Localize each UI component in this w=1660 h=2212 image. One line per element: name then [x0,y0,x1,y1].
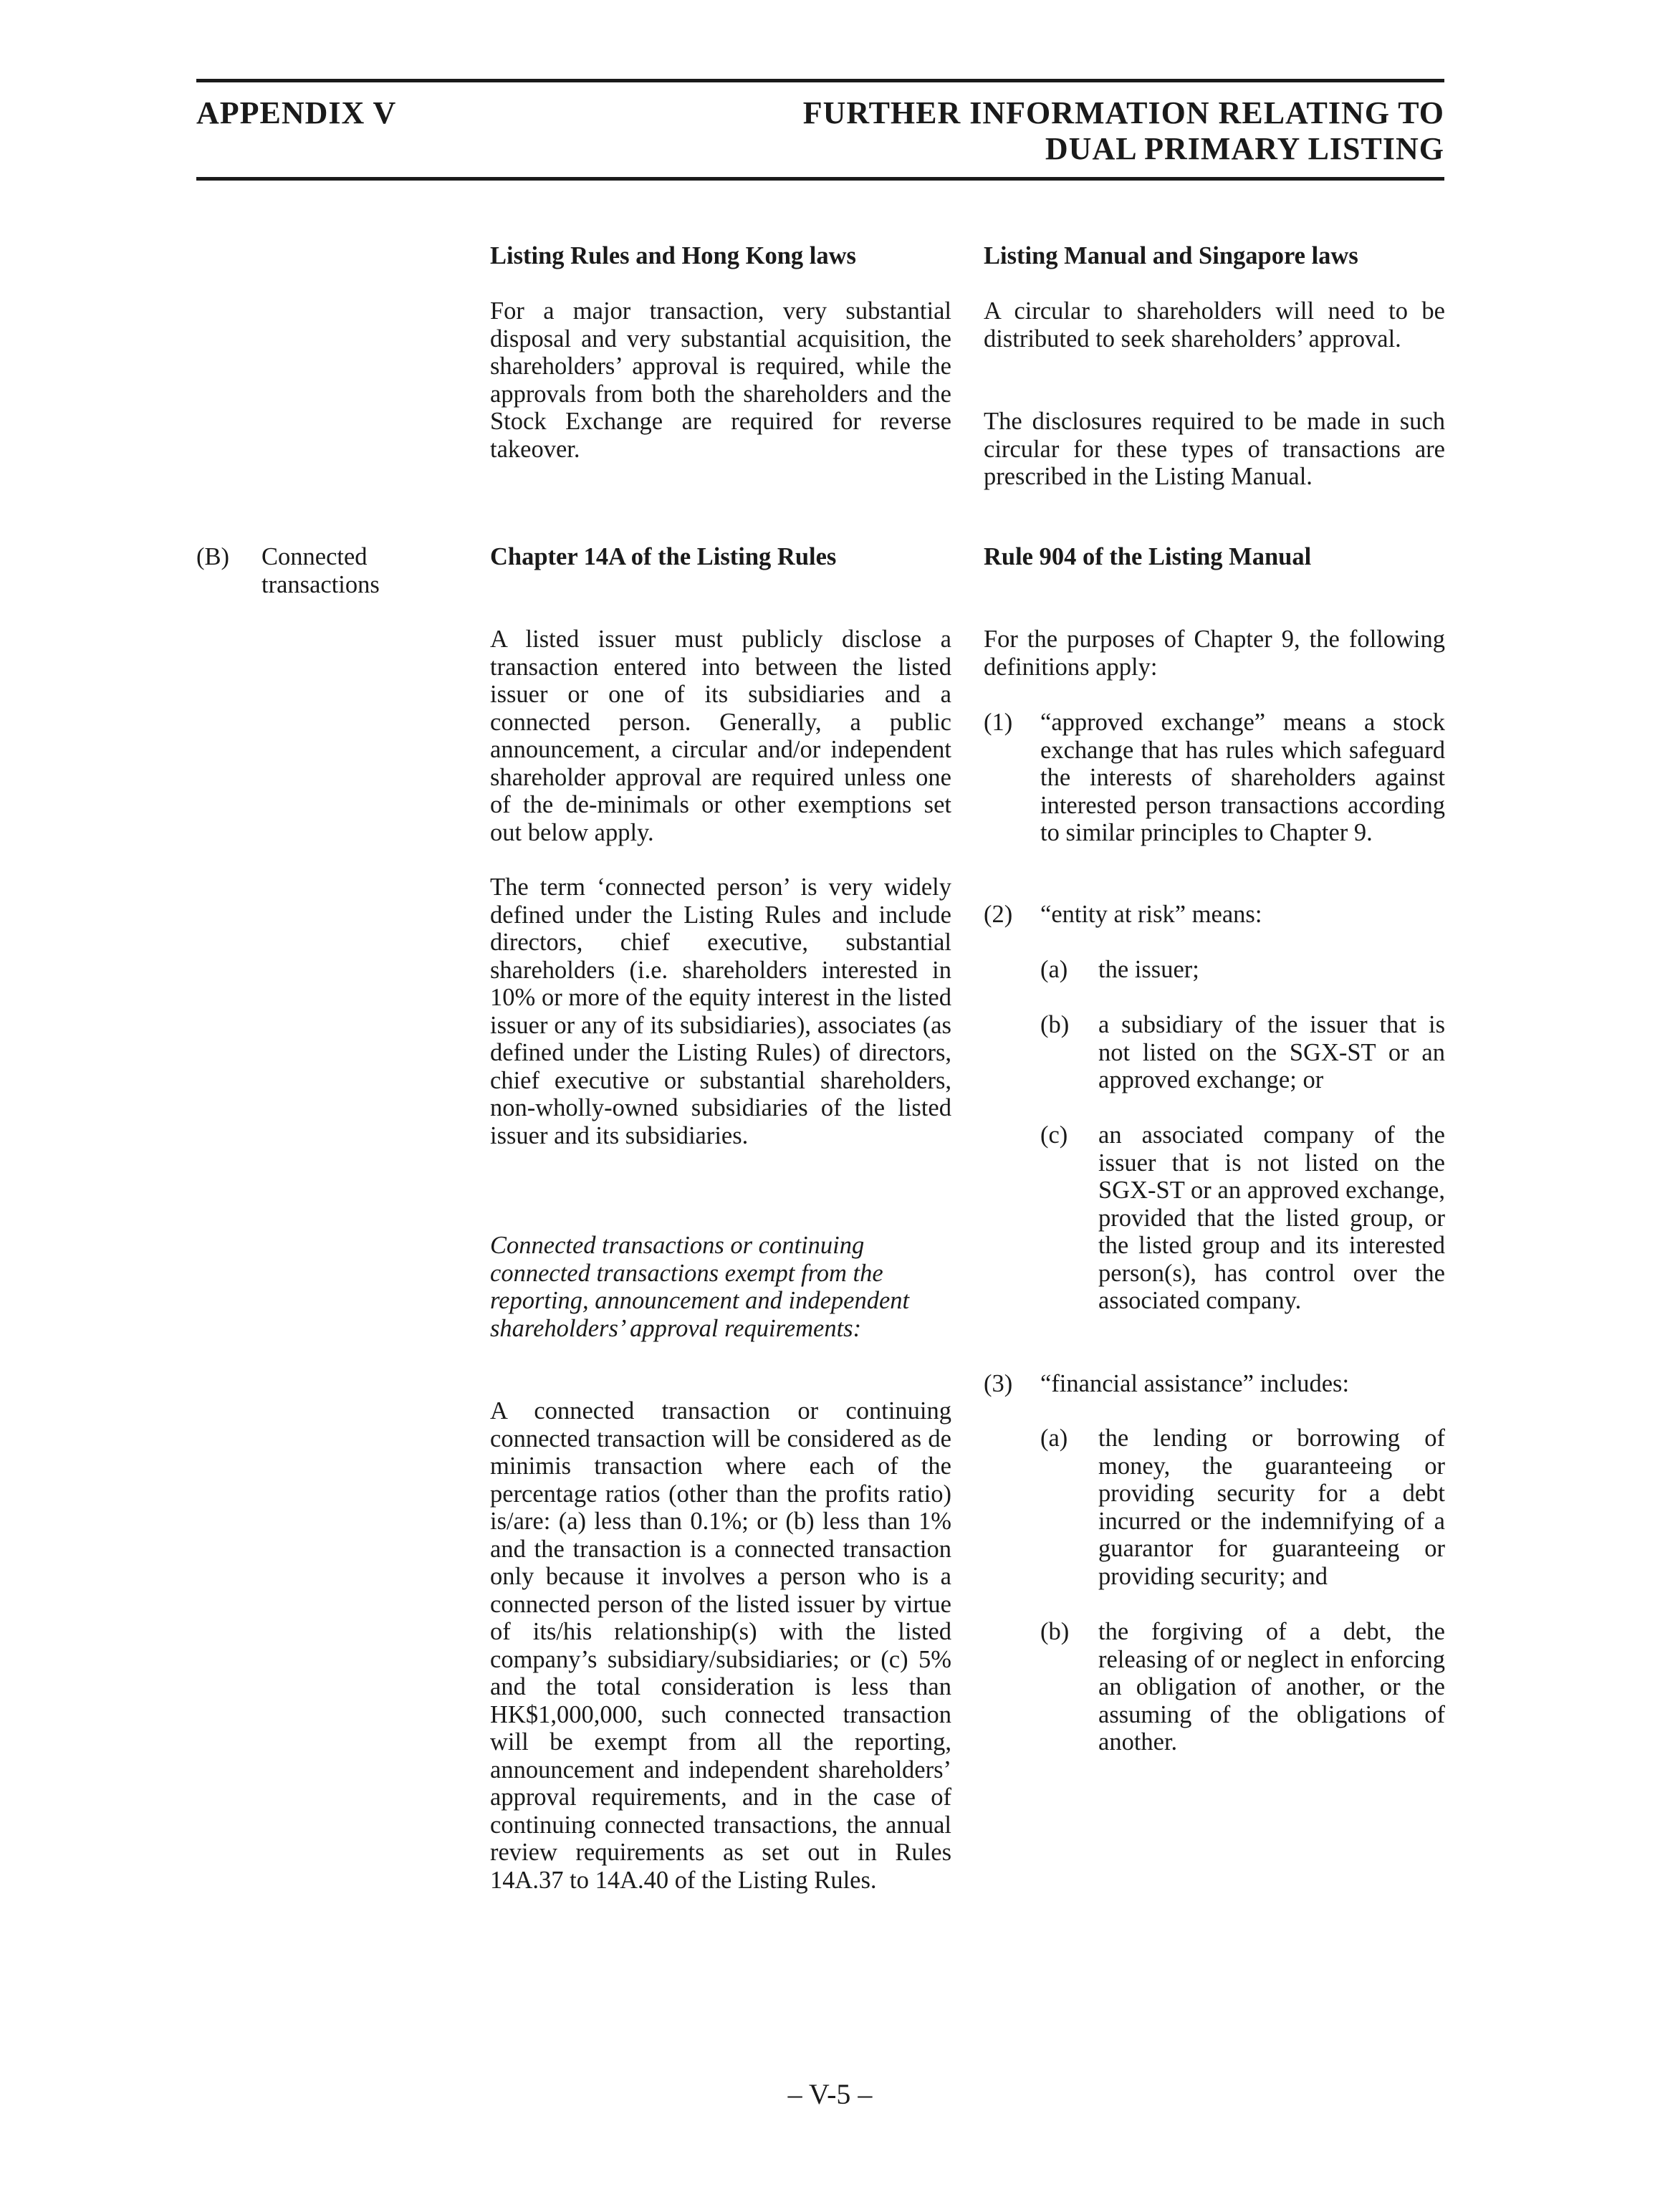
sg-item-number: (1) [984,709,1013,736]
header-top-rule [196,79,1444,82]
sg-major-transaction-disclosures: The disclosures required to be made in such circular for these types of transactions are prescribed in the Listing Manual. [984,408,1445,490]
appendix-title: APPENDIX V [196,95,397,130]
sg-sub-item-text: an associated company of the issuer that is not listed on the SGX-ST or an approved exchange, provided that the listed group, or the listed group and its interested person(s), has control over the associated company. [1098,1121,1445,1314]
sg-item-number: (3) [984,1370,1013,1397]
sg-definitions-intro: For the purposes of Chapter 9, the following definitions apply: [984,626,1445,681]
page-number: – V-5 – [787,2078,873,2110]
section-title [803,95,1444,167]
sg-rule-904-heading: Rule 904 of the Listing Manual [984,543,1312,570]
sg-item-number: (2) [984,901,1013,928]
sg-sub-item-number: (a) [1040,1425,1068,1452]
section-title-line1: FURTHER INFORMATION RELATING TO [802,95,1444,130]
section-b-title-line2: transactions [262,570,380,598]
hk-chapter-14a-heading: Chapter 14A of the Listing Rules [490,543,837,570]
hk-exemption-subheading: Connected transactions or continuing connected transactions exempt from the reporting, announcement and independent shareholders’ approval requirements: [490,1232,910,1342]
hk-column-heading: Listing Rules and Hong Kong laws [490,242,856,269]
sg-sub-item-number: (b) [1040,1618,1070,1645]
sg-sub-item-number: (a) [1040,956,1068,983]
section-b-title [262,543,448,598]
sg-sub-item-number: (c) [1040,1121,1068,1149]
sg-column-heading: Listing Manual and Singapore laws [984,242,1358,269]
section-b-title-line1: Connected [262,543,368,570]
sg-sub-item-text: the lending or borrowing of money, the guaranteeing or providing security for a debt incurred or the indemnifying of a guarantor for guaranteeing or providing security; and [1098,1425,1445,1590]
hk-de-minimis-paragraph: A connected transaction or continuing connected transaction will be considered as de minimis transaction where each of the percentage ratios (other than the profits ratio) is/are: (a) less than 0.1%; or (b) less than 1% and the transaction is a connected transaction only because it involves a person who is a connected person of the listed issuer by virtue of its/his relationship(s) with the listed company’s subsidiary/subsidiaries; or (c) 5% and the total consideration is less than HK$1,000,000, such connected transaction will be exempt from all the reporting, announcement and independent shareholders’ approval requirements, and in the case of continuing connected transactions, the annual review requirements as set out in Rules 14A.37 to 14A.40 of the Listing Rules. [490,1397,951,1894]
sg-sub-item-text: a subsidiary of the issuer that is not listed on the SGX-ST or an approved exchange; or [1098,1011,1445,1093]
sg-item-text: “financial assistance” includes: [1040,1370,1350,1397]
hk-major-transaction-text: For a major transaction, very substantial disposal and very substantial acquisition, the shareholders’ approval is required, while the approvals from both the shareholders and the Stock Exchange are required for reverse takeover. [490,297,951,463]
header-bottom-rule [196,177,1444,181]
hk-connected-person-paragraph: The term ‘connected person’ is very widely defined under the Listing Rules and include directors, chief executive, substantial shareholders (i.e. shareholders interested in 10% or more of the equity interest in the listed issuer or any of its subsidiaries), associates (as defined under the Listing Rules) of directors, chief executive or substantial shareholders, non-wholly-owned subsidiaries of the listed issuer and its subsidiaries. [490,873,951,1149]
hk-disclosure-paragraph: A listed issuer must publicly disclose a transaction entered into between the listed issuer or one of its subsidiaries and a connected person. Generally, a public announcement, a circular and/or independent shareholder approval are required unless one of the de-minimals or other exemptions set out below apply. [490,626,951,846]
section-b-label: (B) [196,543,229,570]
sg-sub-item-text: the issuer; [1098,956,1199,983]
sg-sub-item-number: (b) [1040,1011,1070,1038]
sg-sub-item-text: the forgiving of a debt, the releasing of or neglect in enforcing an obligation of another, or the assuming of the obligations of another. [1098,1618,1445,1756]
section-title-line2: DUAL PRIMARY LISTING [1045,131,1444,166]
sg-item-text: “approved exchange” means a stock exchange that has rules which safeguard the interests of shareholders against interested person transactions according to similar principles to Chapter 9. [1040,709,1445,846]
sg-major-transaction-text: A circular to shareholders will need to be distributed to seek shareholders’ approval. [984,297,1445,353]
sg-item-text: “entity at risk” means: [1040,901,1262,928]
